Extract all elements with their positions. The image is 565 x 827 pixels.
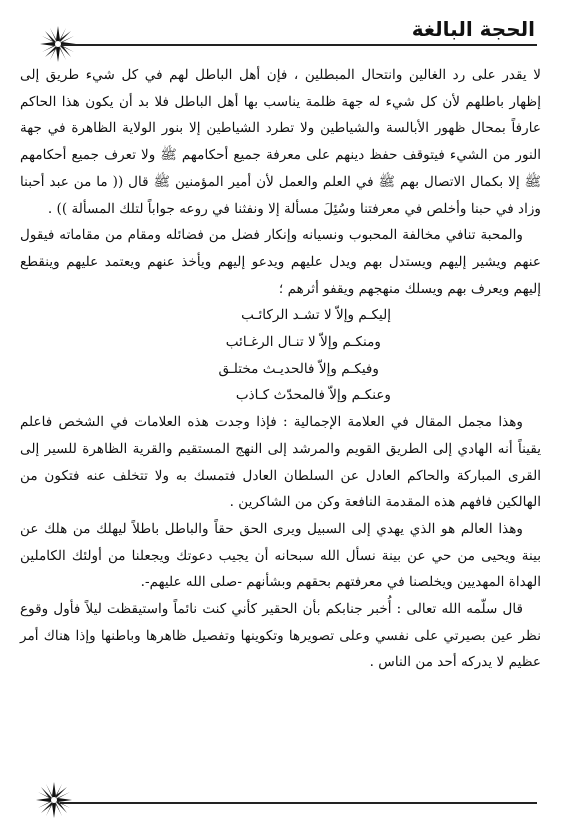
header-divider: [62, 44, 537, 46]
starburst-ornament-icon: [36, 782, 72, 818]
paragraph-3: وهذا مجمل المقال في العلامة الإجمالية : فإذا وجدت هذه العلامات في الشخص فاعلم يقيناً أنه الهادي إلى الطريق القويم والمرشد إلى النهج المستقيم والقرية الظاهرة للسير إلى القرى المباركة والحاكم العادل عن السلطان العادل فتمسك به ولا تتخلف عنه فتكون من الهالكين فافهم هذه المقدمة النافعة وكن من الشاكرين .: [20, 414, 541, 511]
paragraph-2: والمحبة تنافي مخالفة المحبوب ونسيانه وإنكار فضل من فضائله ومقام من مقاماته فيقول عنهم ويشير إليهم ويستدل بهم ويدل عليهم ويدعو إليهم ويأخذ عنهم ويعتمد عليهم وينقطع إليهم ويعرف بهم ويسلك منهجهم ويقفو أثرهم ؛: [20, 227, 541, 297]
poem-line: إليكـم وإلاّ لا تشـد الركائـب: [241, 307, 391, 324]
paragraph-1: لا يقدر على رد الغالين وانتحال المبطلين ، فإن أهل الباطل لهم في كل شيء طريق إلى إظهار باطلهم لأن كل شيء له جهة ظلمة يناسب بها أهل الباطل فلا بد أن يكون هذا الحاكم عارفاً بمحال ظهور الأبالسة والشياطين ولا تطرد الشياطين إلا بنور الولاية الظاهرة في جهة النور من الشيء فيتوقف حفظ دينهم على معرفة جميع أحكامهم ﷺ ولا تعرف جميع أحكامهم ﷺ إلا بكمال الاتصال بهم ﷺ في العلم والعمل لأن أمير المؤمنين ﷺ قال (( ما من عبد أحبنا وزاد في حبنا وأخلص في معرفتنا وسُئِلَ مسألة إلا ونفثنا في روعه جواباً لتلك المسألة )) .: [20, 67, 541, 217]
poem: [20, 302, 541, 409]
footer-divider: [60, 802, 537, 804]
poem-line: وعنكـم وإلاّ فالمحدّث كـاذب: [235, 387, 391, 404]
poem-line: وفيكـم وإلاّ فالحديـث مختلـق: [218, 360, 379, 377]
paragraph-5: قال سلّمه الله تعالى : أُخبر جنابكم بأن الحقير كأني كنت نائماً واستيقظت ليلاً فأول وقوع نظر عين بصيرتي على نفسي وعلى تصويرها وتكوينها وتفصيل ظاهرها وباطنها وإذا هناك أمر عظيم لا يدركه أحد من الناس .: [20, 601, 541, 671]
poem-line: ومنكـم وإلاّ لا تنـال الرغـائب: [225, 334, 381, 351]
paragraph-4: وهذا العالم هو الذي يهدي إلى السبيل ويرى الحق حقاً والباطل باطلاً ليهلك من هلك عن بينة ويحيى من حي عن بينة نسأل الله سبحانه أن يجيب دعوتك ويجعلنا من أولئك الكاملين الهداة المهديين ويخلصنا في معرفتهم بحقهم وبشأنهم -صلى الله عليهم-.: [20, 520, 541, 591]
page-header-title: الحجة البالغة: [411, 17, 535, 41]
page-body: [20, 62, 541, 676]
